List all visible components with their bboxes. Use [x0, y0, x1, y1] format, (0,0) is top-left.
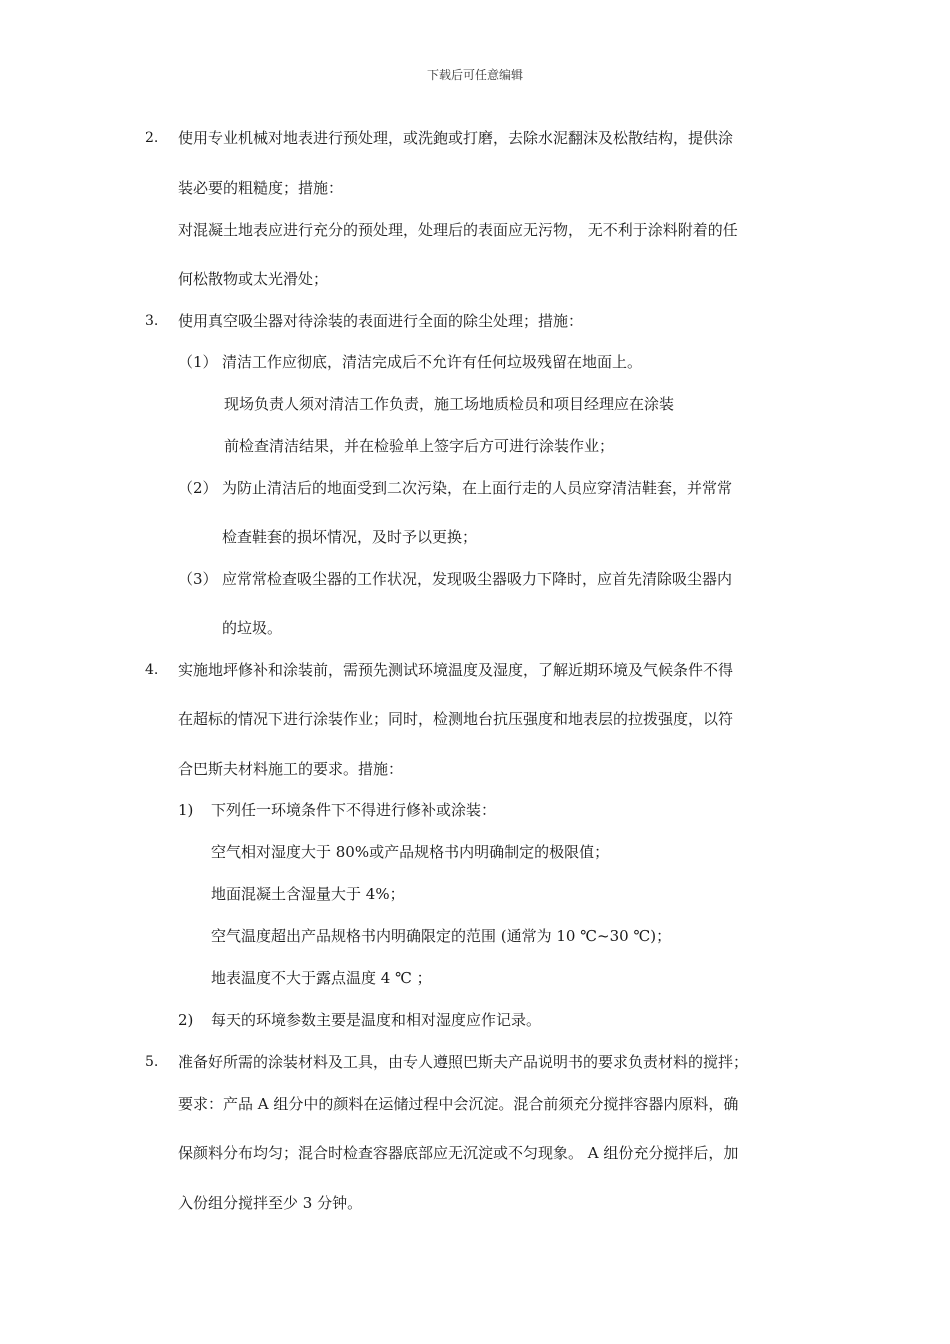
sub-item-number: 2) — [178, 1011, 194, 1029]
paragraph-line: 现场负责人须对清洁工作负责，施工场地质检员和项目经理应在涂装 — [224, 395, 675, 413]
paragraph-line: 每天的环境参数主要是温度和相对湿度应作记录。 — [211, 1011, 542, 1029]
paragraph-line: 装必要的粗糙度；措施： — [178, 179, 344, 197]
sub-item-number: （1） — [178, 353, 218, 371]
paragraph-line: 何松散物或太光滑处； — [178, 270, 329, 288]
sub-item-number: （2） — [178, 479, 218, 497]
item-number: 3. — [145, 313, 159, 329]
paragraph-line: 下列任一环境条件下不得进行修补或涂装： — [211, 801, 497, 819]
page-header: 下载后可任意编辑 — [426, 68, 523, 82]
paragraph-line: 实施地坪修补和涂装前，需预先测试环境温度及湿度，了解近期环境及气候条件不得 — [178, 661, 734, 679]
item-number: 5. — [145, 1054, 159, 1070]
paragraph-line: 在超标的情况下进行涂装作业；同时，检测地台抗压强度和地表层的拉拨强度，以符 — [178, 710, 734, 728]
paragraph-line: 使用真空吸尘器对待涂装的表面进行全面的除尘处理；措施： — [178, 312, 584, 330]
paragraph-line: 合巴斯夫材料施工的要求。措施： — [178, 760, 404, 778]
paragraph-line: 为防止清洁后的地面受到二次污染，在上面行走的人员应穿清洁鞋套，并常常 — [222, 479, 733, 497]
paragraph-line: 检查鞋套的损坏情况，及时予以更换； — [222, 528, 478, 546]
sub-item-number: （3） — [178, 570, 218, 588]
paragraph-line: 要求：产品 A 组分中的颜料在运储过程中会沉淀。混合前须充分搅拌容器内原料，确 — [178, 1095, 739, 1113]
paragraph-line: 对混凝土地表应进行充分的预处理，处理后的表面应无污物， 无不利于涂料附着的任 — [178, 221, 738, 239]
paragraph-line: 空气相对湿度大于 80%或产品规格书内明确制定的极限值； — [211, 843, 610, 861]
sub-item-number: 1) — [178, 801, 194, 819]
paragraph-line: 应常常检查吸尘器的工作状况，发现吸尘器吸力下降时，应首先清除吸尘器内 — [222, 570, 733, 588]
paragraph-line: 入份组分搅拌至少 3 分钟。 — [178, 1194, 363, 1212]
paragraph-line: 地表温度不大于露点温度 4 ℃ ； — [211, 969, 432, 987]
paragraph-line: 准备好所需的涂装材料及工具，由专人遵照巴斯夫产品说明书的要求负责材料的搅拌； — [178, 1053, 749, 1071]
paragraph-line: 保颜料分布均匀；混合时检查容器底部应无沉淀或不匀现象。 A 组份充分搅拌后，加 — [178, 1144, 739, 1162]
item-number: 4. — [145, 662, 159, 678]
paragraph-line: 地面混凝土含湿量大于 4%； — [211, 885, 405, 903]
paragraph-line: 使用专业机械对地表进行预处理，或洗鉋或打磨，去除水泥翻沫及松散结构，提供涂 — [178, 129, 734, 147]
paragraph-line: 清洁工作应彻底，清洁完成后不允许有任何垃圾残留在地面上。 — [222, 353, 643, 371]
item-number: 2. — [145, 130, 159, 146]
paragraph-line: 前检查清洁结果，并在检验单上签字后方可进行涂装作业； — [224, 437, 615, 455]
paragraph-line: 的垃圾。 — [222, 619, 283, 637]
paragraph-line: 空气温度超出产品规格书内明确限定的范围 (通常为 10 ℃~30 ℃)； — [211, 927, 672, 945]
